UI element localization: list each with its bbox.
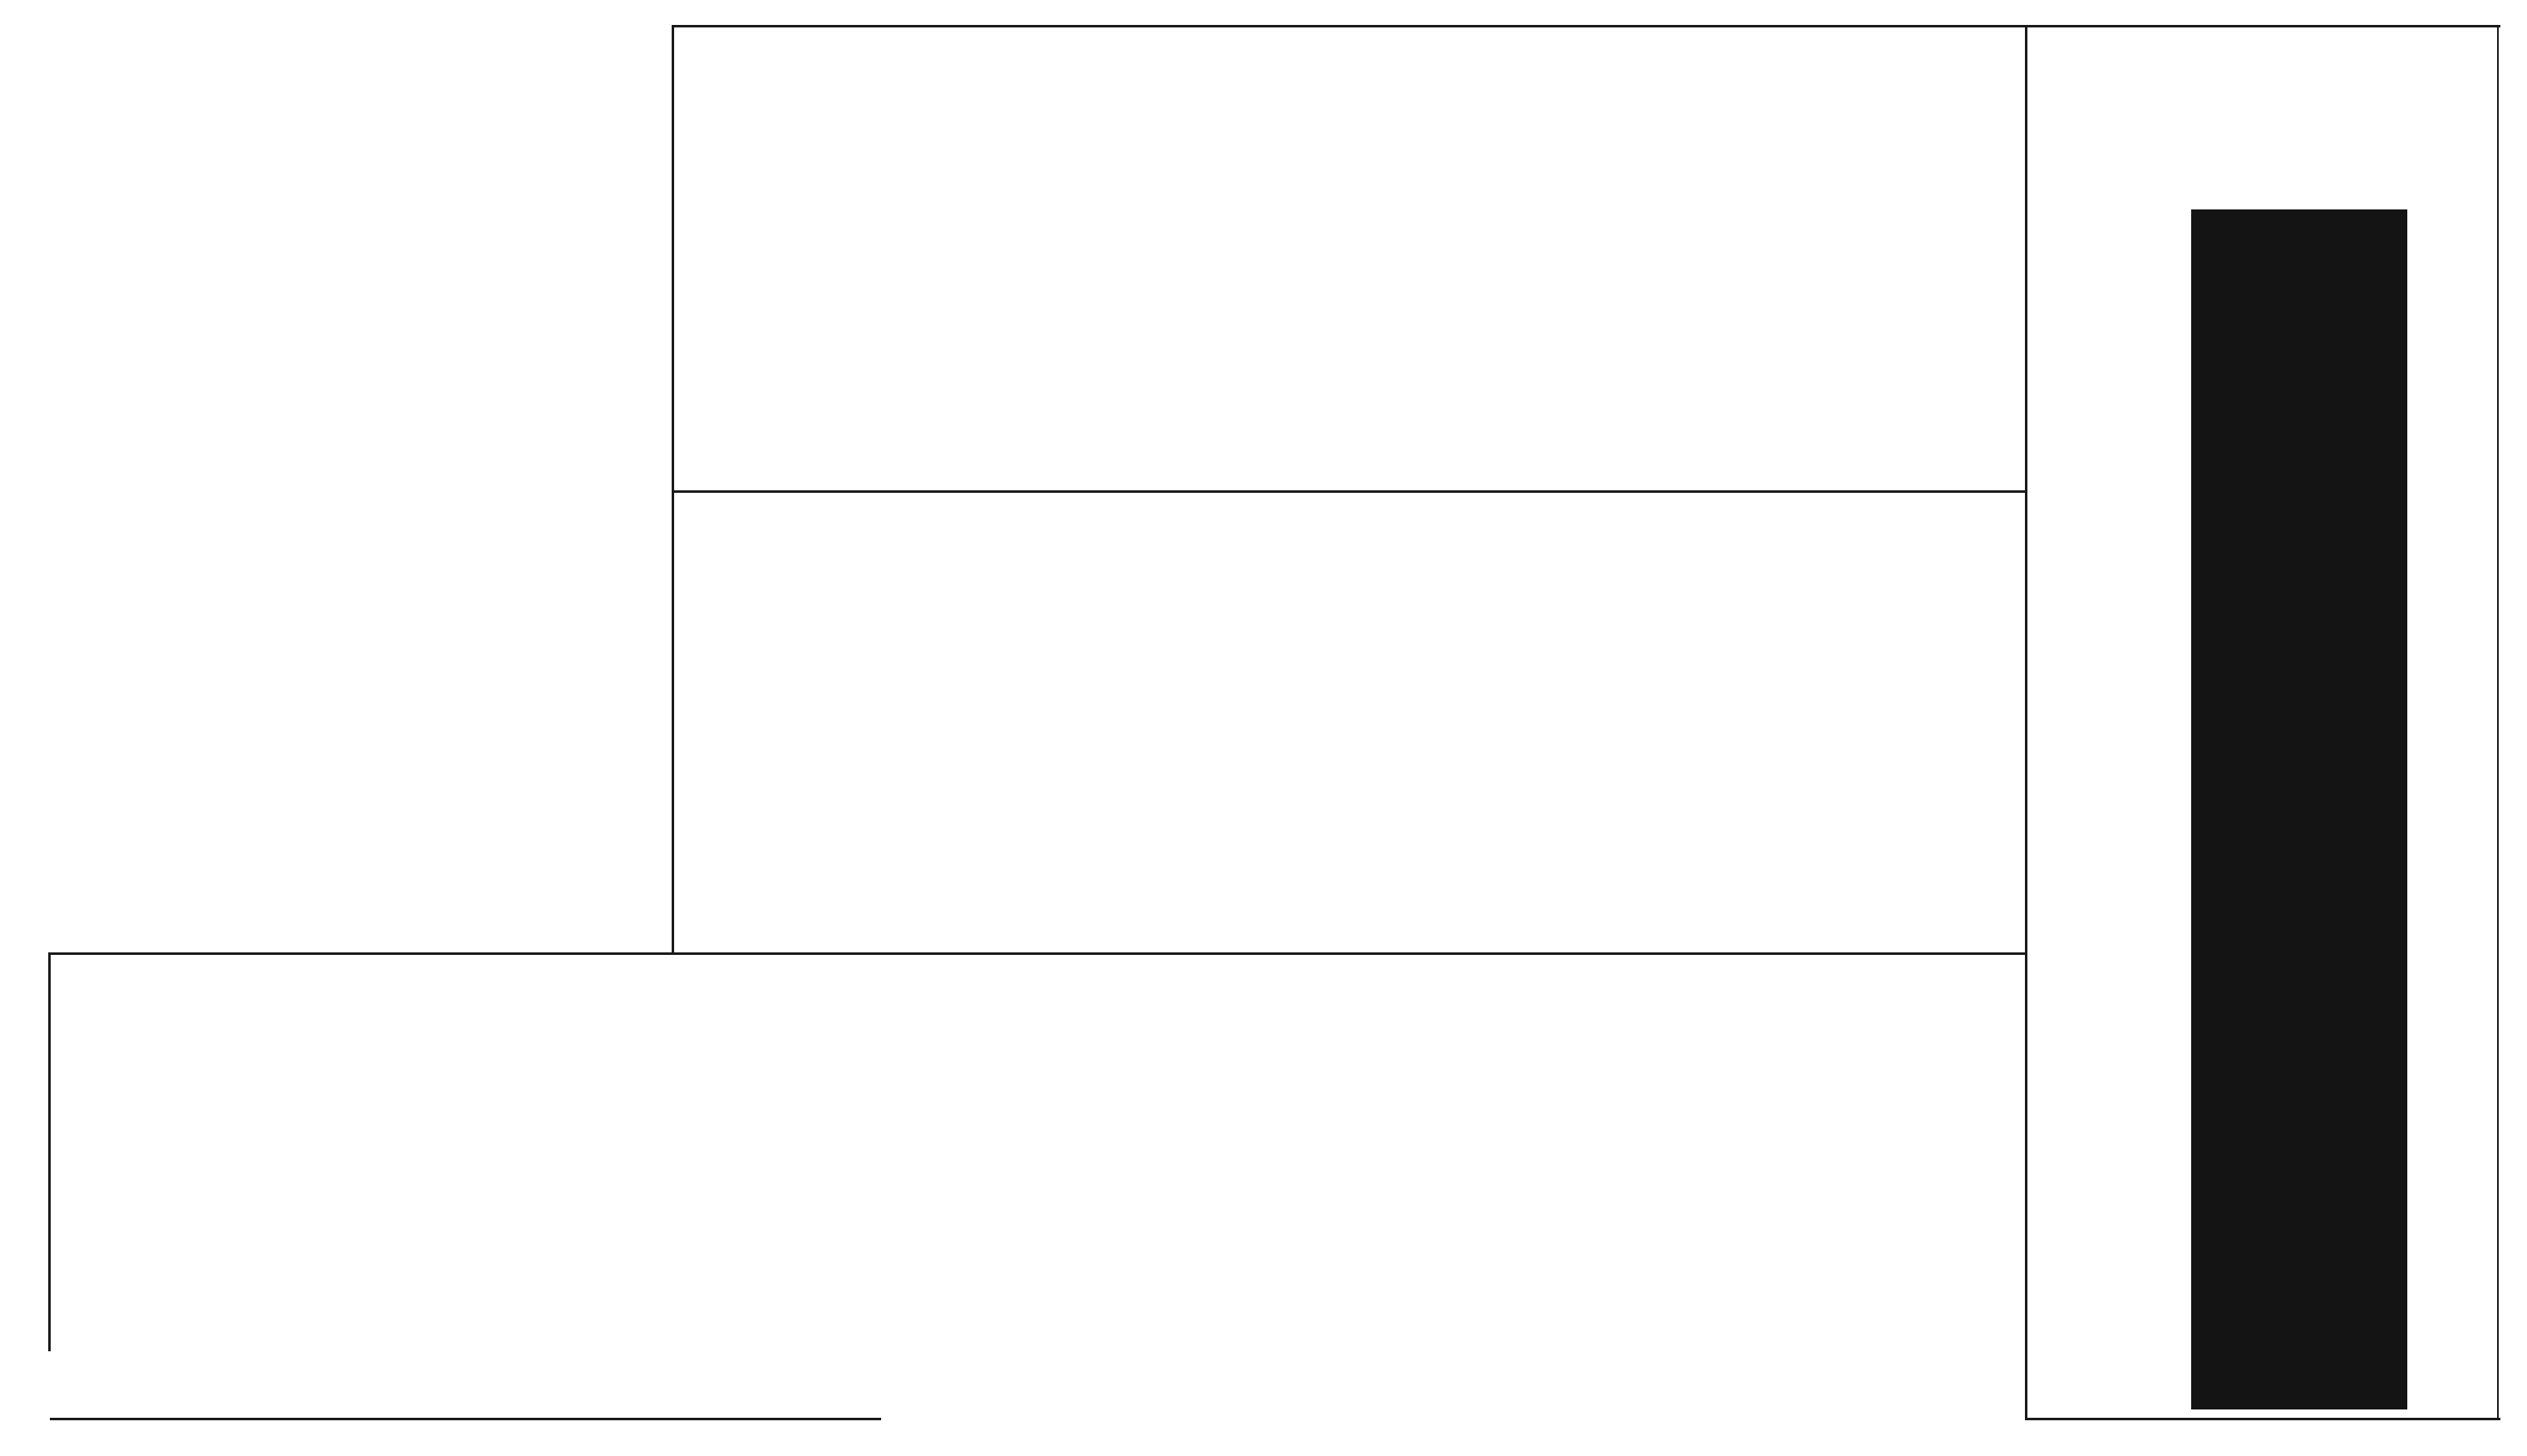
kicker-label xyxy=(2050,424,2175,598)
rule-block-divider-1 xyxy=(673,490,2025,493)
rule-bottom-left xyxy=(50,1418,881,1420)
rule-right-edge xyxy=(2497,25,2499,1420)
main-title-box xyxy=(2191,209,2407,1409)
rule-body-top xyxy=(673,25,2028,27)
rule-top-header xyxy=(2027,25,2500,27)
rule-body-left xyxy=(672,25,674,954)
rule-left-edge xyxy=(48,952,51,1351)
rule-block-divider-2 xyxy=(50,952,2025,955)
rule-header-left xyxy=(2025,25,2027,1420)
rule-bottom-header xyxy=(2027,1418,2500,1420)
